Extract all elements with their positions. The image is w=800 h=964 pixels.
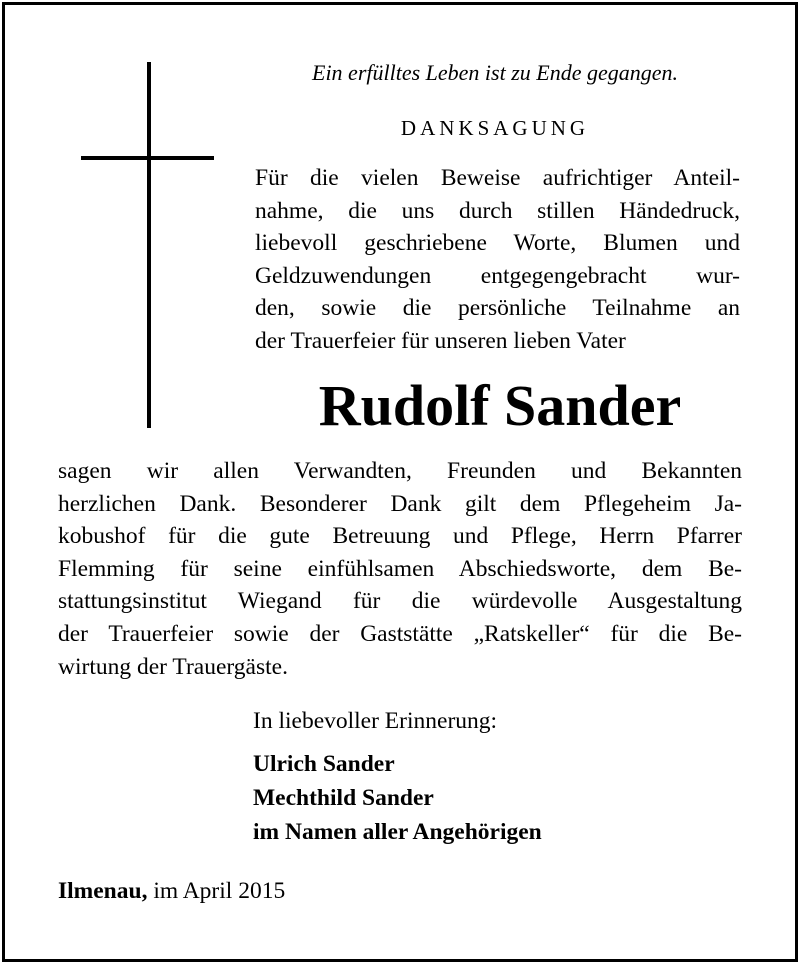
closing-line: In liebevoller Erinnerung: <box>253 708 498 734</box>
text-line: Geldzuwendungen entgegengebracht wur- <box>255 262 740 289</box>
text-line: der Trauerfeier sowie der Gaststätte „Ratskeller“ für die Be- <box>58 620 742 647</box>
text-line: herzlichen Dank. Besonderer Dank gilt dem Pflegeheim Ja- <box>58 490 742 517</box>
text-line: wirtung der Trauergäste. <box>58 653 288 680</box>
place-date <box>58 878 285 905</box>
text-line: den, sowie die persönliche Teilnahme an <box>255 295 740 322</box>
heading: DANKSAGUNG <box>400 116 590 140</box>
text-line: sagen wir allen Verwandten, Freunden und Bekannten <box>58 458 742 484</box>
cross-icon-bar <box>81 156 214 160</box>
place: Ilmenau, <box>58 878 148 904</box>
text-line: Flemming für seine einfühlsamen Abschiedsworte, dem Be- <box>58 555 742 582</box>
intro-line: Ein erfülltes Leben ist zu Ende gegangen. <box>312 60 678 85</box>
text-line: nahme, die uns durch stillen Händedruck, <box>255 197 740 224</box>
text-line: stattungsinstitut Wiegand für die würdevolle Ausgestaltung <box>58 588 742 615</box>
text-line: der Trauerfeier für unseren lieben Vater <box>255 327 626 354</box>
text-line: liebevoll geschriebene Worte, Blumen und <box>255 230 740 257</box>
signers <box>253 747 542 849</box>
cross-icon <box>147 62 151 428</box>
text-line: kobushof für die gute Betreuung und Pflege, Herrn Pfarrer <box>58 523 742 550</box>
thanks-paragraph-1 <box>255 162 740 358</box>
deceased-name: Rudolf Sander <box>318 373 682 438</box>
signer-name: Ulrich Sander <box>253 751 395 777</box>
thanks-paragraph-2 <box>58 455 742 683</box>
signer-name: Mechthild Sander <box>253 785 434 811</box>
date: im April 2015 <box>153 878 286 904</box>
text-line: Für die vielen Beweise aufrichtiger Anteil- <box>255 165 740 191</box>
signer-note: im Namen aller Angehörigen <box>253 819 542 845</box>
